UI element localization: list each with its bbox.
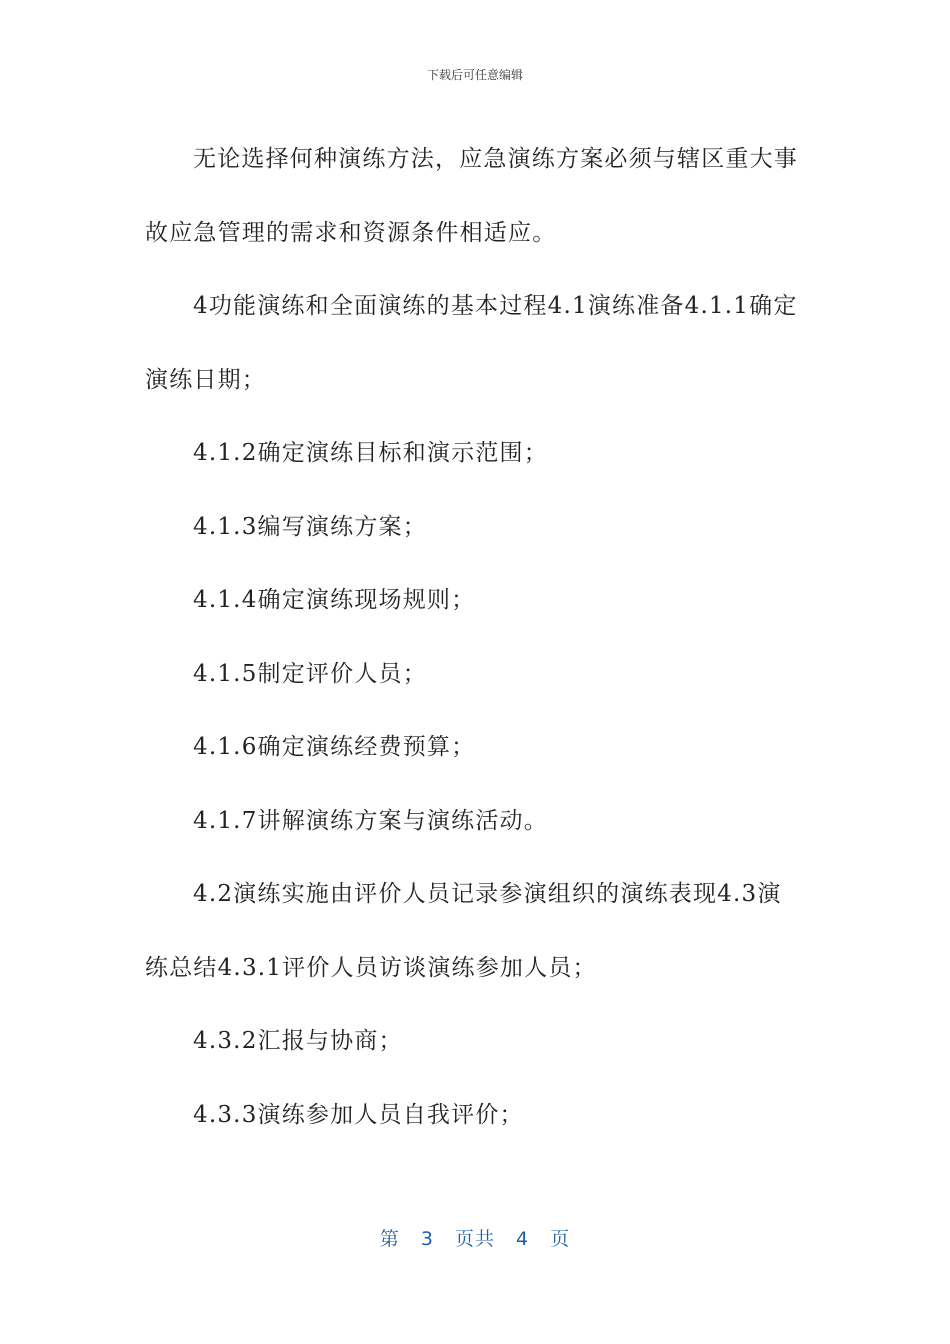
paragraph-1: 无论选择何种演练方法，应急演练方案必须与辖区重大事故应急管理的需求和资源条件相适应。	[145, 146, 798, 246]
page-header	[0, 66, 950, 83]
paragraph-11: 4.3.3演练参加人员自我评价；	[193, 1101, 524, 1128]
paragraph-9: 4.2演练实施由评价人员记录参演组织的演练表现4.3演练总结4.3.1评价人员访谈演练参加人员；	[145, 881, 782, 981]
paragraph-4: 4.1.3编写演练方案；	[193, 513, 427, 540]
paragraph-5: 4.1.4确定演练现场规则；	[193, 587, 476, 613]
paragraph-2: 4功能演练和全面演练的基本过程4.1演练准备4.1.1确定演练日期；	[145, 293, 798, 393]
paragraph-10: 4.3.2汇报与协商；	[193, 1028, 403, 1054]
page-footer	[0, 1224, 950, 1251]
header-note: 下载后可任意编辑	[426, 68, 523, 82]
paragraph-6: 4.1.5制定评价人员；	[193, 660, 427, 687]
page-label-prefix: 第	[379, 1228, 400, 1250]
document-body	[145, 123, 805, 1152]
paragraph-7: 4.1.6确定演练经费预算；	[193, 734, 476, 760]
paragraph-3: 4.1.2确定演练目标和演示范围；	[193, 440, 548, 466]
total-page-number: 4	[516, 1228, 530, 1250]
paragraph-8: 4.1.7讲解演练方案与演练活动。	[193, 807, 548, 834]
page-label-suffix: 页	[550, 1228, 571, 1250]
page-label-mid: 页共	[454, 1228, 495, 1250]
current-page-number: 3	[420, 1228, 434, 1250]
